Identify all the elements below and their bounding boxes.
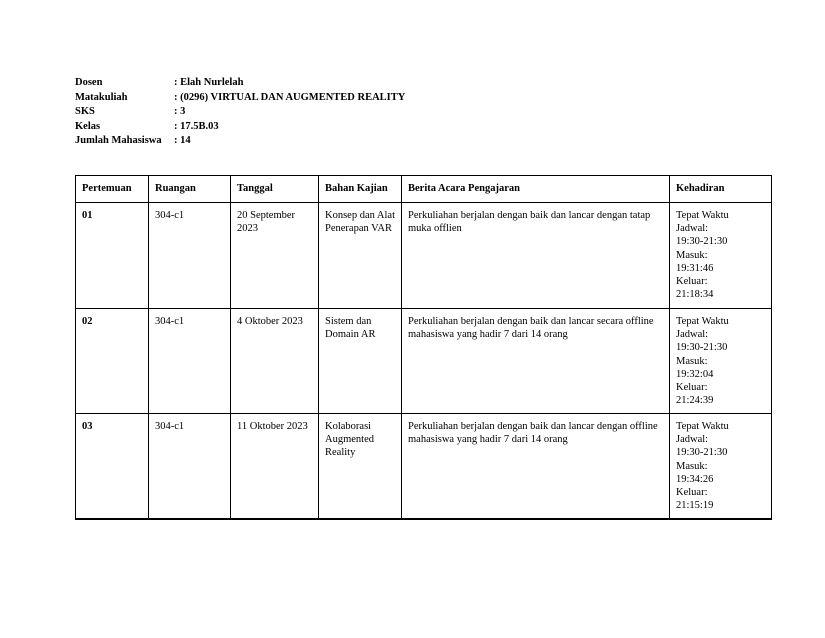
header-berita-acara: Berita Acara Pengajaran — [402, 176, 670, 203]
keluar-value: 21:24:39 — [676, 395, 714, 407]
jadwal-value: 19:30-21:30 — [676, 447, 728, 459]
kehadiran-status: Tepat Waktu — [676, 421, 729, 432]
tanggal-cell: 4 Oktober 2023 — [231, 309, 319, 414]
masuk-value: 19:34:26 — [676, 473, 714, 485]
header-kehadiran: Kehadiran — [670, 176, 772, 203]
masuk-value: 19:31:46 — [676, 262, 714, 274]
kelas-label: Kelas — [75, 120, 101, 132]
kehadiran-status: Tepat Waktu — [676, 210, 729, 221]
jumlah-mahasiswa-label: Jumlah Mahasiswa — [75, 135, 162, 146]
table-header-row — [76, 176, 772, 203]
jadwal-value: 19:30-21:30 — [676, 236, 728, 248]
jumlah-mahasiswa-row — [75, 134, 405, 149]
jumlah-mahasiswa-value: : 14 — [174, 135, 191, 146]
attendance-table — [75, 175, 772, 520]
header-pertemuan: Pertemuan — [76, 176, 149, 203]
pertemuan-cell: 03 — [76, 414, 149, 519]
masuk-label: Masuk: — [676, 460, 708, 472]
table-row — [76, 203, 772, 309]
kehadiran-cell — [670, 309, 772, 414]
keluar-label: Keluar: — [676, 487, 708, 499]
tanggal-cell: 20 September 2023 — [231, 203, 319, 309]
berita-acara-cell: Perkuliahan berjalan dengan baik dan lancar secara offline mahasiswa yang hadir 7 dari 14 orang — [402, 309, 670, 414]
matakuliah-value: : (0296) VIRTUAL DAN AUGMENTED REALITY — [174, 91, 406, 103]
ruangan-cell: 304-c1 — [149, 414, 231, 519]
matakuliah-row — [75, 91, 405, 106]
sks-label: SKS — [75, 106, 95, 117]
ruangan-cell: 304-c1 — [149, 203, 231, 309]
masuk-label: Masuk: — [676, 355, 708, 367]
header-tanggal: Tanggal — [231, 176, 319, 203]
sks-value: : 3 — [174, 106, 186, 117]
header-ruangan: Ruangan — [149, 176, 231, 203]
jadwal-label: Jadwal: — [676, 223, 709, 235]
table-row — [76, 309, 772, 414]
kehadiran-status: Tepat Waktu — [676, 316, 729, 327]
jadwal-value: 19:30-21:30 — [676, 342, 728, 354]
header-bahan-kajian: Bahan Kajian — [319, 176, 402, 203]
matakuliah-label: Matakuliah — [75, 91, 128, 103]
keluar-label: Keluar: — [676, 382, 708, 394]
table-row — [76, 414, 772, 519]
dosen-label: Dosen — [75, 77, 103, 88]
jadwal-label: Jadwal: — [676, 434, 709, 446]
dosen-row — [75, 76, 405, 91]
bahan-kajian-cell: Konsep dan Alat Penerapan VAR — [319, 203, 402, 309]
kelas-row — [75, 120, 405, 135]
berita-acara-cell: Perkuliahan berjalan dengan baik dan lancar dengan offline mahasiswa yang hadir 7 dari 14 orang — [402, 414, 670, 519]
masuk-value: 19:32:04 — [676, 368, 714, 380]
sks-row — [75, 105, 405, 120]
ruangan-cell: 304-c1 — [149, 309, 231, 414]
kehadiran-cell — [670, 414, 772, 519]
keluar-value: 21:15:19 — [676, 500, 714, 512]
masuk-label: Masuk: — [676, 249, 708, 261]
dosen-value: : Elah Nurlelah — [174, 77, 244, 88]
jadwal-label: Jadwal: — [676, 329, 709, 341]
bahan-kajian-cell: Sistem dan Domain AR — [319, 309, 402, 414]
kelas-value: : 17.5B.03 — [174, 120, 219, 132]
berita-acara-cell: Perkuliahan berjalan dengan baik dan lancar dengan tatap muka offlien — [402, 203, 670, 309]
pertemuan-cell: 02 — [76, 309, 149, 414]
keluar-label: Keluar: — [676, 276, 708, 288]
kehadiran-cell — [670, 203, 772, 309]
bahan-kajian-cell: Kolaborasi Augmented Reality — [319, 414, 402, 519]
tanggal-cell: 11 Oktober 2023 — [231, 414, 319, 519]
pertemuan-cell: 01 — [76, 203, 149, 309]
course-info — [75, 76, 405, 149]
keluar-value: 21:18:34 — [676, 289, 714, 301]
